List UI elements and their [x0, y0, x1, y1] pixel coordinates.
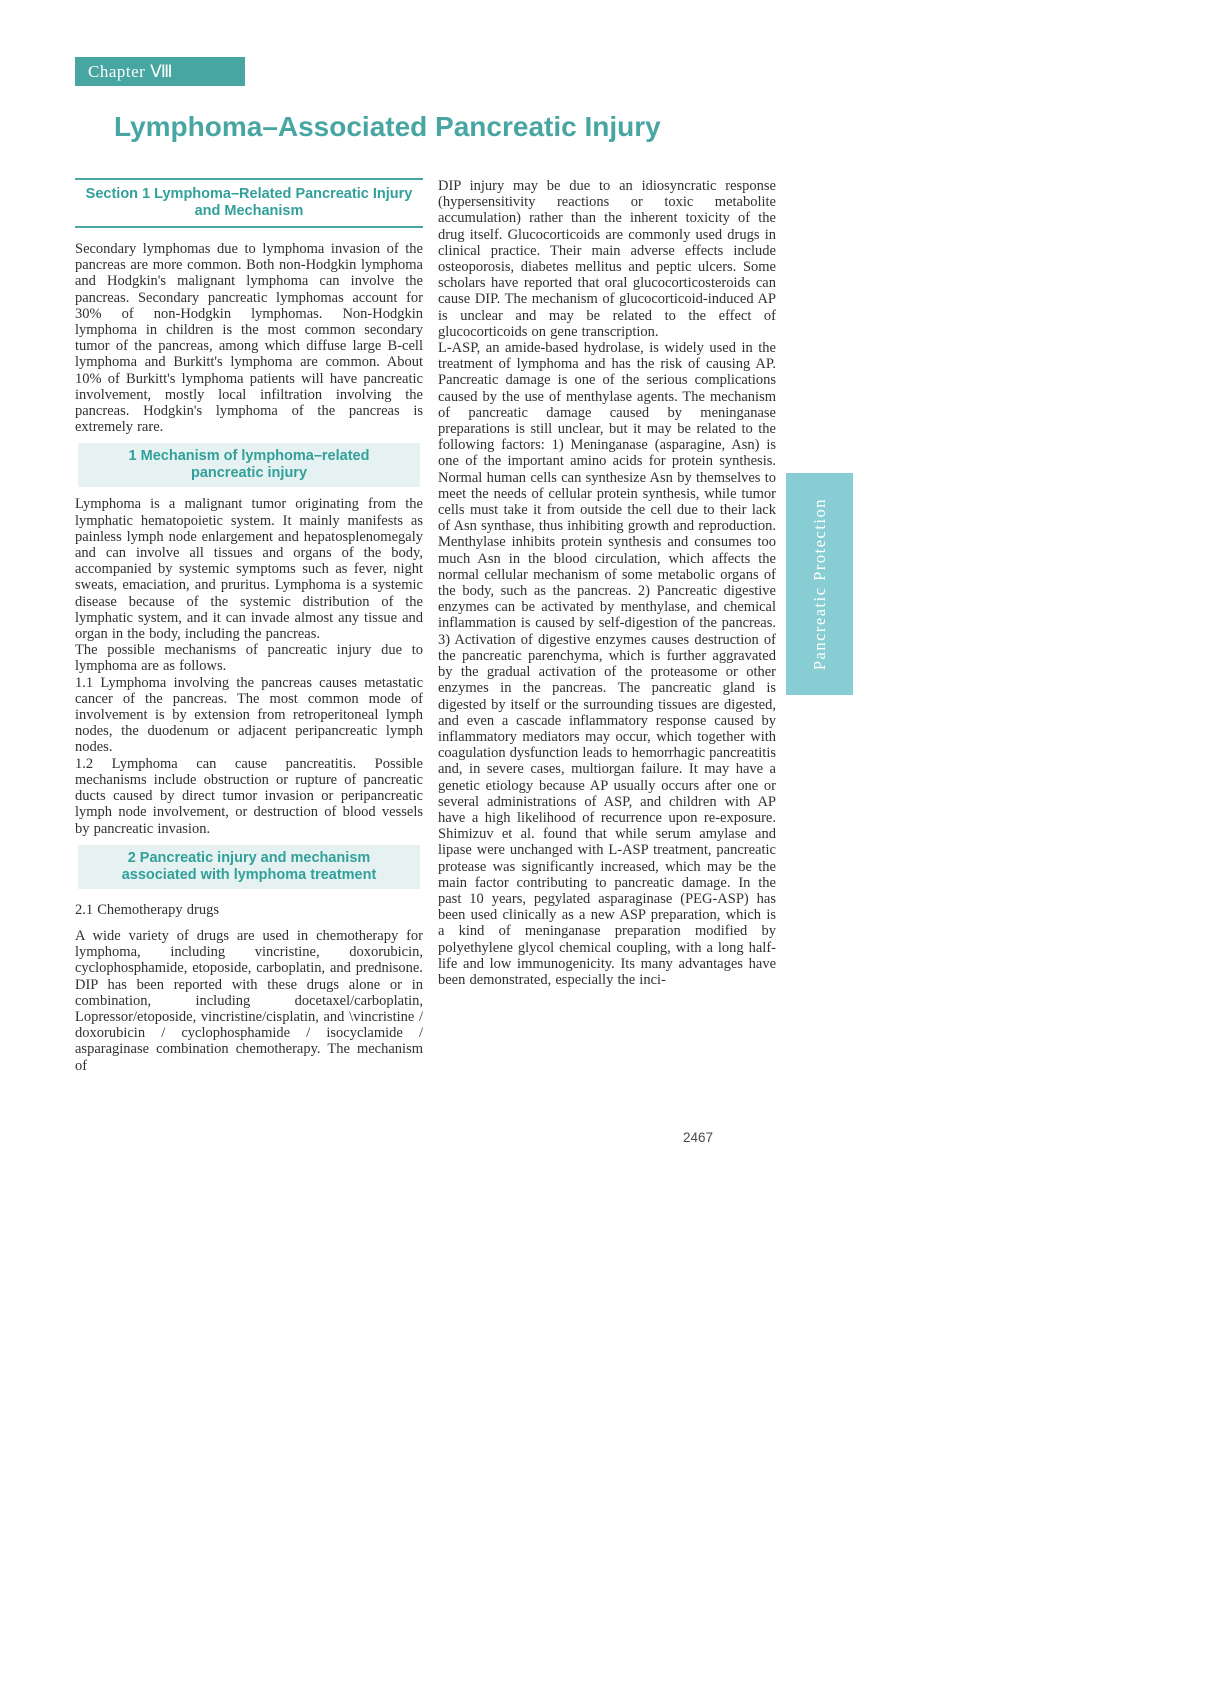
page-number: 2467: [683, 1130, 714, 1145]
paragraph: Secondary lymphomas due to lymphoma invasion of the pancreas are more common. Both non-Hodgkin lymphoma and Hodgkin's malignant lymphoma can involve the pancreas. Secondary pancreatic lymphomas account for 30% of non-Hodgkin lymphomas. Non-Hodgkin lymphoma in children is the most common secondary tumor of the pancreas, among which diffuse large B-cell lymphoma and Burkitt's lymphoma are common. About 10% of Burkitt's lymphoma patients will have pancreatic involvement, mostly local infiltration involving the pancreas. Hodgkin's lymphoma of the pancreas is extremely rare.: [75, 241, 423, 436]
chapter-label: Chapter Ⅷ: [88, 61, 173, 81]
paragraph: 1.2 Lymphoma can cause pancreatitis. Possible mechanisms include obstruction or rupture of pancreatic ducts caused by direct tumor invasion or peripancreatic lymph node involvement, or destruction of blood vessels by pancreatic invasion.: [75, 755, 423, 837]
paragraph: The possible mechanisms of pancreatic injury due to lymphoma are as follows.: [75, 642, 423, 675]
section-heading: Section 1 Lymphoma–Related Pancreatic Injury and Mechanism: [75, 178, 423, 228]
subsection-heading-1: 1 Mechanism of lymphoma–related pancreatic injury: [78, 443, 420, 487]
side-tab: [786, 473, 853, 695]
right-column: [438, 178, 776, 1074]
subsection-heading-2: 2 Pancreatic injury and mechanism associated with lymphoma treatment: [78, 845, 420, 889]
paragraph: Lymphoma is a malignant tumor originating from the lymphatic hematopoietic system. It mainly manifests as painless lymph node enlargement and hepatosplenomegaly and can involve all tissues and organs of the body, accompanied by systemic symptoms such as fever, night sweats, emaciation, and pruritus. Lymphoma is a systemic disease because of the systemic distribution of the lymphatic system, and it can invade almost any tissue and organ in the body, including the pancreas.: [75, 496, 423, 643]
paragraph: L-ASP, an amide-based hydrolase, is widely used in the treatment of lymphoma and has the risk of causing AP. Pancreatic damage is one of the serious complications caused by the use of menthylase agents. The mechanism of pancreatic damage caused by meninganase preparations is still unclear, but it may be related to the following factors: 1) Meninganase (asparagine, Asn) is one of the important amino acids for protein synthesis. Normal human cells can synthesize Asn by themselves to meet the needs of cellular protein synthesis, while tumor cells must take it from outside the cell due to their lack of Asn synthase, thus inhibiting growth and reproduction. Menthylase inhibits protein synthesis and consumes too much Asn in the blood circulation, which affects the normal cellular mechanism of some metabolic organs of the body, such as the pancreas. 2) Pancreatic digestive enzymes can be activated by menthylase, and chemical inflammation is caused by self-digestion of the pancreas. 3) Activation of digestive enzymes causes destruction of the pancreatic parenchyma, which is further aggravated by the gradual activation of the proteasome or other enzymes in the pancreas. The pancreatic gland is digested by itself or the surrounding tissues are digested, and even a cascade inflammatory response caused by inflammatory mediators may occur, which together with coagulation dysfunction leads to hemorrhagic pancreatitis and, in severe cases, multiorgan failure. It may have a genetic etiology because AP usually occurs after one or several administrations of ASP, and children with AP have a high likelihood of recurrence upon re-exposure. Shimizuv et al. found that while serum amylase and lipase were unchanged with L-ASP treatment, pancreatic protease was significantly increased, which may be the main factor contributing to pancreatic damage. In the past 10 years, pegylated asparaginase (PEG-ASP) has been used clinically as a new ASP preparation, which is a kind of meninganase preparation modified by polyethylene glycol chemical coupling, with a long half-life and low immunogenicity. Its many advantages have been demonstrated, especially the inci-: [438, 340, 776, 988]
side-tab-label: Pancreatic Protection: [809, 497, 829, 671]
chapter-badge: [75, 57, 245, 86]
paragraph: A wide variety of drugs are used in chemotherapy for lymphoma, including vincristine, doxorubicin, cyclophosphamide, etoposide, carboplatin, and prednisone. DIP has been reported with these drugs alone or in combination, including docetaxel/carboplatin, Lopressor/etoposide, vincristine/cisplatin, and \vincristine / doxorubicin / cyclophosphamide / isocyclamide / asparaginase combination chemotherapy. The mechanism of: [75, 927, 423, 1074]
paragraph: DIP injury may be due to an idiosyncratic response (hypersensitivity reactions or toxic metabolite accumulation) rather than the inherent toxicity of the drug itself. Glucocorticoids are commonly used drugs in clinical practice. Their main adverse effects include osteoporosis, diabetes mellitus and peptic ulcers. Some scholars have reported that oral glucocorticosteroids can cause DIP. The mechanism of glucocorticoid-induced AP is unclear and may be related to the effect of glucocorticoids on gene transcription.: [438, 178, 776, 340]
paragraph: 1.1 Lymphoma involving the pancreas causes metastatic cancer of the pancreas. The most common mode of involvement is by extension from retroperitoneal lymph nodes, the duodenum or adjacent peripancreatic lymph nodes.: [75, 674, 423, 756]
left-column: [75, 178, 423, 1074]
page-title: Lymphoma–Associated Pancreatic Injury: [114, 110, 661, 142]
sub-subsection-heading: 2.1 Chemotherapy drugs: [75, 901, 219, 918]
text-columns: [75, 178, 776, 1074]
